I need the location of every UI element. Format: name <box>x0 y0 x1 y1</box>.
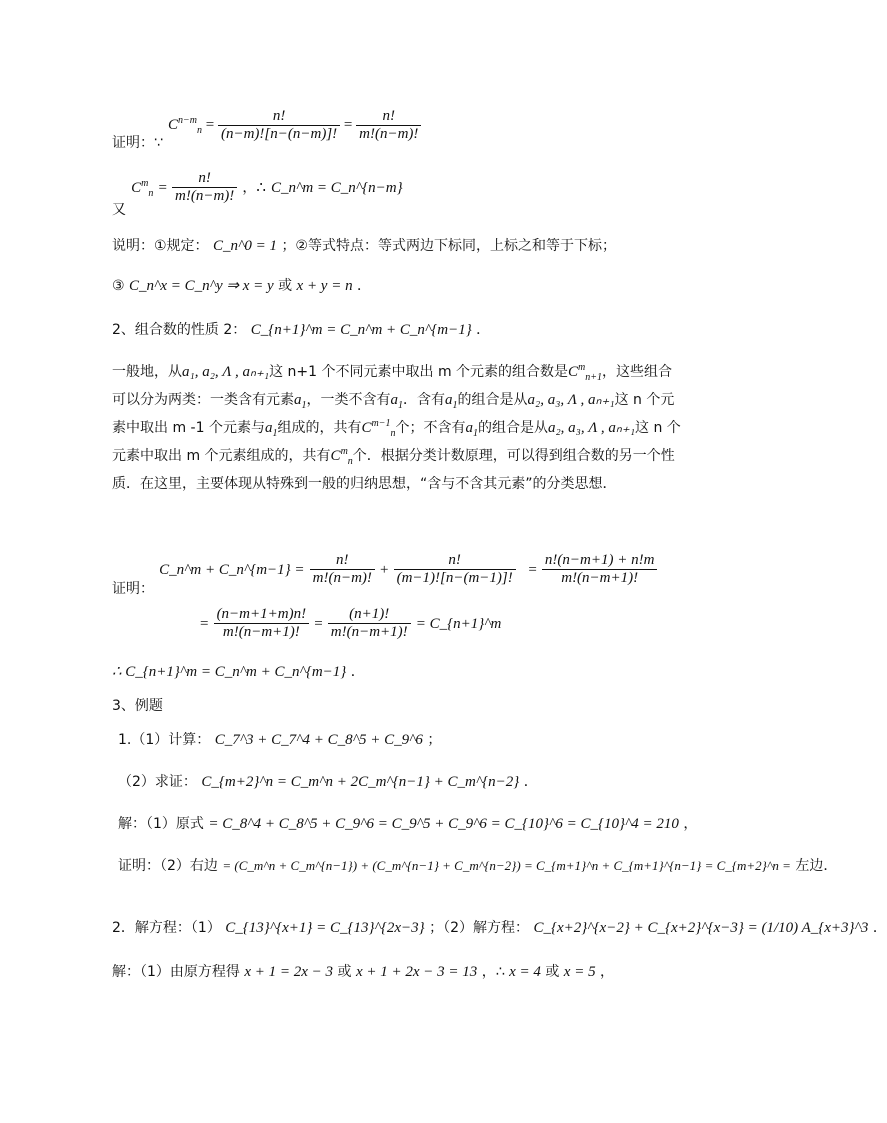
combination-symbol: $C^{n-m}_n$ <box>168 114 203 136</box>
s2-eq1: x + 1 = 2x − 3 <box>244 964 334 980</box>
note-three-formula: C_n^x = C_n^y ⇒ x = y <box>129 278 274 294</box>
q2-label: 2．解方程：（1） <box>112 920 221 936</box>
para-math: $a_1$ <box>465 420 478 439</box>
s2-eq2: x + 1 + 2x − 3 = 13 <box>355 964 478 980</box>
para-math: $C^{m-1}_n$ <box>361 418 396 439</box>
proof2-conclusion <box>112 662 365 682</box>
q1b-formula: C_{m+2}^n = C_m^n + 2C_m^{n−1} + C_m^{n−2} <box>201 774 520 790</box>
s2-therefore: ，∴ <box>481 964 505 980</box>
para-math: $a_1$ <box>294 392 307 411</box>
s1b-formula: = (C_m^n + C_m^{n−1}) + (C_m^{n−1} + C_m^{n−2}) = C_{m+1}^n + C_{m+1}^{n−1} = C_{m+2}^n = <box>222 858 791 873</box>
para-text: 的组合是从 <box>477 420 548 436</box>
proof2-fraction-5: $\frac{(n+1)!}{m!(n-m+1)!}$ <box>328 606 411 641</box>
examples-heading: 3、例题 <box>112 698 163 714</box>
para-math: a₂, a₃, Λ , aₙ₊₁ <box>527 392 615 408</box>
property2-heading: 2、组合数的性质 2： <box>112 322 247 338</box>
s1b-end: 左边． <box>795 858 838 874</box>
proof2-concl-end: ． <box>350 664 365 680</box>
para-text: 这 n+1 个不同元素中取出 m 个元素的组合数是 <box>269 364 569 380</box>
s1a-end: ， <box>683 816 698 832</box>
s2-label: 解：（1）由原方程得 <box>112 964 240 980</box>
note-prefix: 说明：①规定： <box>112 238 209 254</box>
note-three-prefix: ③ <box>112 278 125 294</box>
para-text: 个；不含有 <box>395 420 466 436</box>
proof2-fraction-3: $\frac{n!(n-m+1) + n!m}{m!(n-m+1)!}$ <box>542 552 658 587</box>
explanation-paragraph <box>112 358 682 498</box>
para-math: $C^m_{n+1}$ <box>568 362 603 383</box>
q2a-formula: C_{13}^{x+1} = C_{13}^{2x−3} <box>225 920 425 936</box>
q2b-formula: C_{x+2}^{x−2} + C_{x+2}^{x−3} = (1/10) A_{x+3}^3 <box>533 920 869 936</box>
q1a-end: ； <box>427 732 442 748</box>
also-conclusion: C_n^m = C_n^{n−m} <box>271 180 403 196</box>
proof1-label: 证明：∵ <box>112 135 163 151</box>
proof1-line <box>112 108 421 151</box>
s1a-line <box>118 814 697 834</box>
proof2-lhs: C_n^m + C_n^{m−1} = <box>159 562 305 578</box>
proof2-fraction-1: $\frac{n!}{m!(n-m)!}$ <box>310 552 375 587</box>
also-line: 又 $C^m_n$ = $\frac{n!}{m!(n-m)!}$ ，∴ C_n^m = C_n^{n−m} <box>112 170 403 218</box>
q2-end: ． <box>872 920 887 936</box>
note-three-formula2: x + y = n <box>296 278 353 294</box>
also-label: 又 <box>112 202 126 218</box>
q1b-end: ． <box>523 774 538 790</box>
proof2-fraction-4: $\frac{(n-m+1+m)n!}{m!(n-m+1)!}$ <box>214 606 310 641</box>
para-text: 这 n 个元素中取出 m 个元素组成的，共有 <box>112 420 681 464</box>
note-end: ． <box>357 278 372 294</box>
para-text: ，一类不含有 <box>306 392 391 408</box>
para-text: 个．根据分类计数原理，可以得到组合数的另一个性质．在这里，主要体现从特殊到一般的归纳思想，“含与不含其元素”的分类思想． <box>112 448 675 492</box>
proof1-fraction-2: $\frac{n!}{m!(n-m)!}$ <box>356 108 421 143</box>
s2-line <box>112 962 614 982</box>
para-text: 一般地，从 <box>112 364 182 380</box>
therefore-symbol: ∴ <box>256 180 266 196</box>
para-text: 这 n 个元素中取出 m -1 个元素与 <box>112 392 675 436</box>
note-rule: C_n^0 = 1 <box>213 238 277 254</box>
note-line <box>112 236 616 256</box>
note-rest: ；②等式特点：等式两边下标同，上标之和等于下标； <box>281 238 616 254</box>
s2-x2: x = 5 <box>563 964 596 980</box>
s1a-formula: = C_8^4 + C_8^5 + C_9^6 = C_9^5 + C_9^6 = C_{10}^6 = C_{10}^4 = 210 <box>208 816 679 832</box>
para-math: $a_1$ <box>264 420 278 439</box>
para-text: 的组合是从 <box>457 392 528 408</box>
para-math: $a_1$ <box>390 392 403 411</box>
para-math: $C^m_n$ <box>330 446 353 467</box>
s2-or2: 或 <box>545 964 560 980</box>
para-text: 组成的，共有 <box>277 420 362 436</box>
para-text: ．含有 <box>403 392 445 408</box>
s2-x1: x = 4 <box>509 964 541 980</box>
s2-end: ， <box>600 964 615 980</box>
q1a-formula: C_7^3 + C_7^4 + C_8^5 + C_9^6 <box>214 732 423 748</box>
para-math: a₁, a₂, Λ , aₙ₊₁ <box>182 364 270 380</box>
s2-or: 或 <box>337 964 352 980</box>
property2-end: ． <box>476 322 491 338</box>
s1b-line <box>118 856 837 876</box>
proof2-line-1: 证明： C_n^m + C_n^{m−1} = $\frac{n!}{m!(n-m)!}$ + $\frac{n!}{(m-1)![n-(m-1)]!}$ = $\frac{n!(n-m+1) + n!m}{m!(n-m+1)!}$ <box>112 552 657 587</box>
proof1-equation: $C^{n-m}_n$ = $\frac{n!}{(n-m)![n-(n-m)]!}$ = $\frac{n!}{m!(n-m)!}$ <box>168 108 421 143</box>
q1a-label: 1.（1）计算： <box>118 732 211 748</box>
proof2-result: = C_{n+1}^m <box>415 616 502 632</box>
q1b-line <box>118 772 538 792</box>
proof2-fraction-2: $\frac{n!}{(m-1)![n-(m-1)]!}$ <box>394 552 516 587</box>
also-fraction: $\frac{n!}{m!(n-m)!}$ <box>172 170 237 205</box>
property2-line <box>112 320 490 340</box>
proof2-line-2: = $\frac{(n-m+1+m)n!}{m!(n-m+1)!}$ = $\frac{(n+1)!}{m!(n-m+1)!}$ = C_{n+1}^m <box>200 606 502 640</box>
para-text: ，这些组合可以分为两类：一类含有元素 <box>112 364 673 408</box>
q1b-label: （2）求证： <box>118 774 197 790</box>
q1a-line <box>118 730 441 750</box>
s1a-label: 解：（1）原式 <box>118 816 204 832</box>
q2-line <box>112 918 887 938</box>
note-line-3 <box>112 276 371 296</box>
proof2-concl-formula: ∴ C_{n+1}^m = C_n^m + C_n^{m−1} <box>112 664 347 680</box>
para-math: a₂, a₃, Λ , aₙ₊₁ <box>547 420 636 436</box>
q2-mid: ；（2）解方程： <box>429 920 529 936</box>
para-math: $a_1$ <box>445 392 458 411</box>
property2-formula: C_{n+1}^m = C_n^m + C_n^{m−1} <box>250 322 472 338</box>
s1b-label: 证明：（2）右边 <box>118 858 218 874</box>
proof1-fraction-1: $\frac{n!}{(n-m)![n-(n-m)]!}$ <box>218 108 340 143</box>
note-or: 或 <box>278 278 293 294</box>
proof2-label: 证明： <box>112 581 154 597</box>
combination-symbol: $C^m_n$ <box>131 178 154 199</box>
